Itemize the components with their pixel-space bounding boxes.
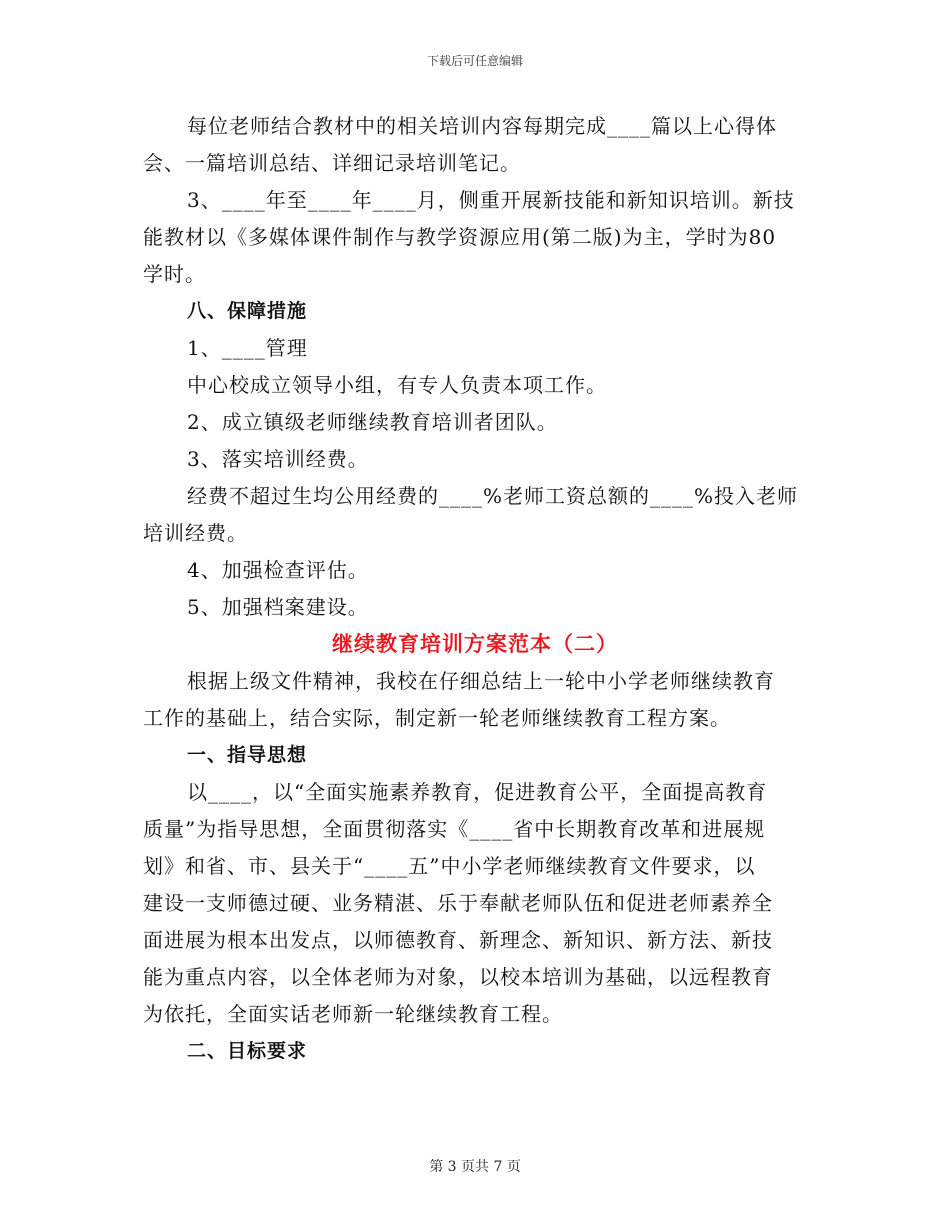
list-item: 2、成立镇级老师继续教育培训者团队。 <box>187 410 558 434</box>
paragraph-line: 会、一篇培训总结、详细记录培训笔记。 <box>143 151 521 175</box>
section-heading: 一、指导思想 <box>187 744 308 766</box>
paragraph-line: 工作的基础上，结合实际，制定新一轮老师继续教育工程方案。 <box>143 706 731 730</box>
paragraph-line: 面进展为根本出发点，以师德教育、新理念、新知识、新方法、新技 <box>143 928 773 952</box>
list-item: 3、落实培训经费。 <box>187 447 369 471</box>
paragraph-line: 中心校成立领导小组，有专人负责本项工作。 <box>187 373 607 397</box>
section-title: 继续教育培训方案范本（二） <box>332 632 618 656</box>
paragraph-line: 能教材以《多媒体课件制作与教学资源应用(第二版)为主，学时为80 <box>143 225 777 249</box>
paragraph-line: 每位老师结合教材中的相关培训内容每期完成____篇以上心得体 <box>187 114 777 138</box>
list-item: 4、加强检查评估。 <box>187 558 369 582</box>
paragraph-line: 质量”为指导思想，全面贯彻落实《____省中长期教育改革和进展规 <box>143 817 766 841</box>
paragraph-line: 以____，以“全面实施素养教育，促进教育公平，全面提高教育 <box>187 780 768 804</box>
paragraph-line: 经费不超过生均公用经费的____%老师工资总额的____%投入老师 <box>187 484 799 508</box>
list-item: 1、____管理 <box>187 336 308 360</box>
paragraph-line: 建设一支师德过硬、业务精湛、乐于奉献老师队伍和促进老师素养全 <box>143 891 773 915</box>
paragraph-line: 3、____年至____年____月，侧重开展新技能和新知识培训。新技 <box>187 188 795 212</box>
document-body <box>143 108 807 1070</box>
paragraph-line: 为依托，全面实话老师新一轮继续教育工程。 <box>143 1002 563 1026</box>
paragraph-line: 学时。 <box>143 262 206 286</box>
paragraph-line: 根据上级文件精神，我校在仔细总结上一轮中小学老师继续教育 <box>187 669 775 693</box>
paragraph-line: 能为重点内容，以全体老师为对象，以校本培训为基础，以远程教育 <box>143 965 773 989</box>
section-heading: 八、保障措施 <box>187 300 308 322</box>
paragraph-line: 划》和省、市、县关于“____五”中小学老师继续教育文件要求，以 <box>143 854 756 878</box>
list-item: 5、加强档案建设。 <box>187 595 369 619</box>
section-heading: 二、目标要求 <box>187 1040 308 1062</box>
page-footer: 第 3 页共 7 页 <box>429 1159 521 1175</box>
page-header: 下载后可任意编辑 <box>426 54 523 68</box>
paragraph-line: 培训经费。 <box>143 521 248 545</box>
